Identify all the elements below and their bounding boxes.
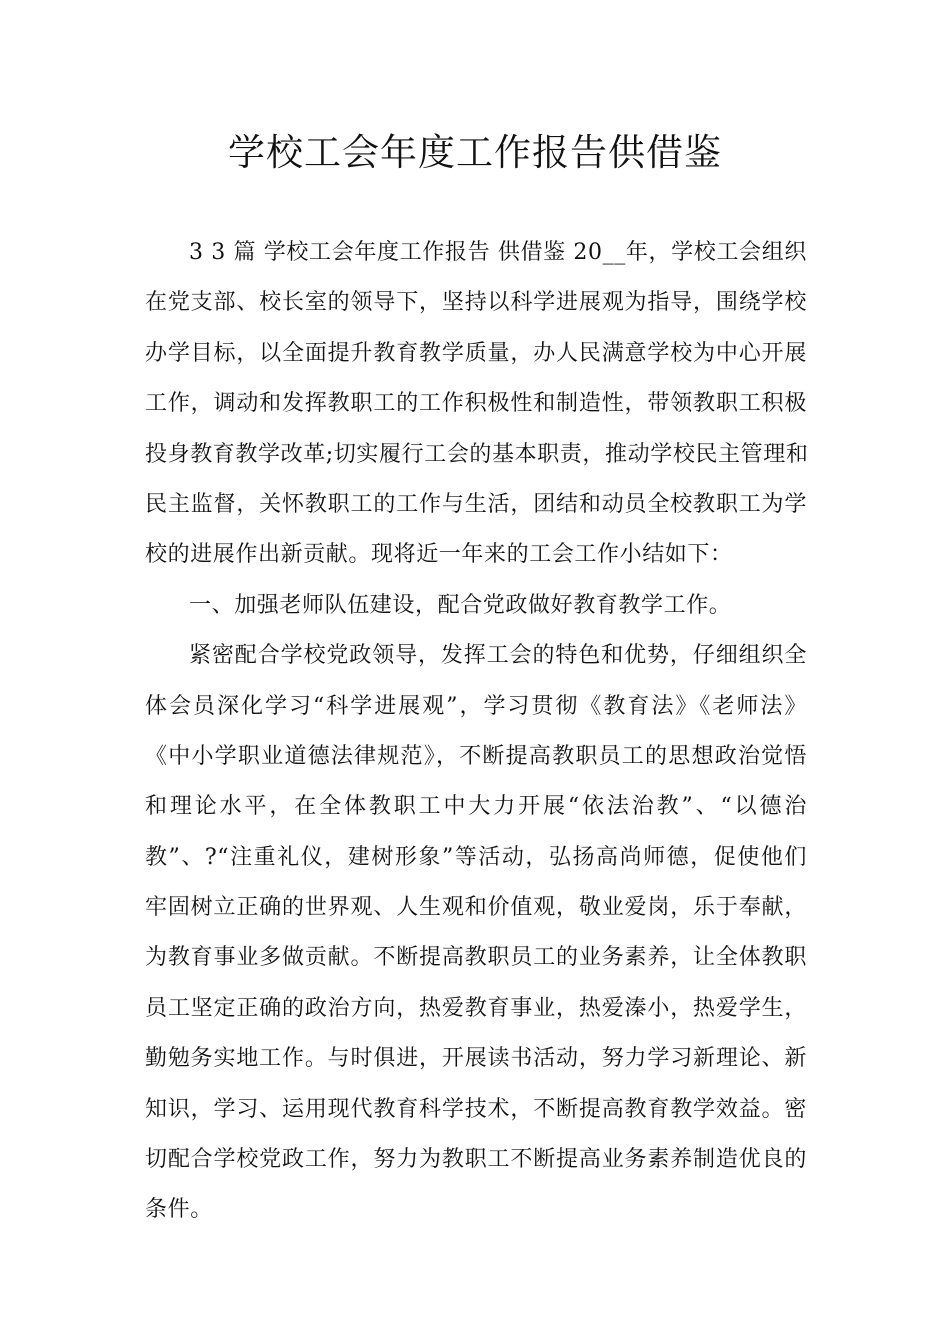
section-heading-1: 一、加强老师队伍建设，配合党政做好教育教学工作。 [189, 592, 732, 618]
body-line-19: 切配合学校党政工作，努力为教职工不断提高业务素养制造优良的 [145, 1147, 807, 1173]
body-line-20: 条件。 [145, 1197, 213, 1223]
document-body [145, 228, 807, 1236]
body-line-16: 员工坚定正确的政治方向，热爱教育事业，热爱溱小，热爱学生， [145, 995, 807, 1021]
body-line-5: 投身教育教学改革;切实履行工会的基本职责，推动学校民主管理和 [145, 441, 809, 467]
body-line-18: 知识，学习、运用现代教育科学技术，不断提高教育教学效益。密 [145, 1096, 807, 1122]
body-line-2: 在党支部、校长室的领导下，坚持以科学进展观为指导，围绕学校 [145, 290, 807, 316]
document-title: 学校工会年度工作报告供借鉴 [228, 131, 722, 174]
body-line-7: 校的进展作出新贡献。现将近一年来的工会工作小结如下： [145, 542, 733, 568]
body-line-10: 体会员深化学习“科学进展观”，学习贯彻《教育法》《老师法》 [145, 693, 807, 719]
body-line-12: 和理论水平，在全体教职工中大力开展“依法治教”、“以德治 [145, 794, 807, 820]
body-line-3: 办学目标，以全面提升教育教学质量，办人民满意学校为中心开展 [145, 340, 807, 366]
body-line-14: 牢固树立正确的世界观、人生观和价值观，敬业爱岗，乐于奉献， [145, 895, 807, 921]
body-line-4: 工作，调动和发挥教职工的工作积极性和制造性，带领教职工积极 [145, 391, 807, 417]
body-line-6: 民主监督，关怀教职工的工作与生活，团结和动员全校教职工为学 [145, 491, 807, 517]
body-line-13: 教”、?“注重礼仪，建树形象”等活动，弘扬高尚师德，促使他们 [145, 844, 807, 870]
body-line-9: 紧密配合学校党政领导，发挥工会的特色和优势，仔细组织全 [189, 643, 807, 669]
body-line-17: 勤勉务实地工作。与时俱进，开展读书活动，努力学习新理论、新 [145, 1046, 807, 1072]
body-line-1: 3 3 篇 学校工会年度工作报告 供借鉴 20__年，学校工会组织 [189, 240, 807, 265]
body-line-11: 《中小学职业道德法律规范》，不断提高教职员工的思想政治觉悟 [145, 743, 807, 769]
body-line-15: 为教育事业多做贡献。不断提高教职员工的业务素养，让全体教职 [145, 945, 807, 971]
